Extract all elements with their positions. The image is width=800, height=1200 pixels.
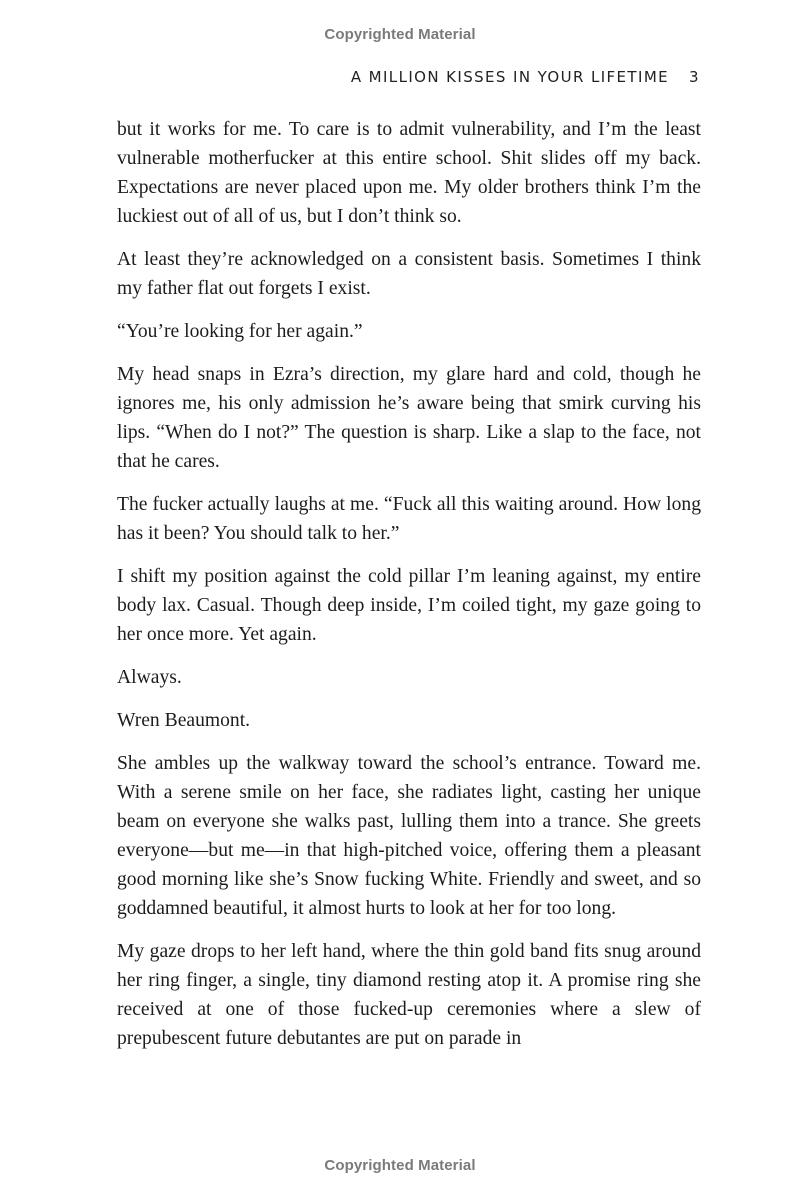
paragraph-1: but it works for me. To care is to admit vulnerability, and I’m the least vulnerable motherfucker at this entire school. Shit slides off my back. Expectations are never placed upon me. My older brothers think I’m the luckiest out of all of us, but I don’t think so. — [117, 119, 701, 227]
running-head — [351, 68, 700, 86]
page-body — [117, 115, 701, 1067]
paragraph-8: Wren Beaumont. — [117, 710, 251, 731]
book-title-header: A MILLION KISSES IN YOUR LIFETIME — [350, 68, 670, 86]
page-number: 3 — [689, 68, 700, 86]
copyright-watermark-bottom: Copyrighted Material — [324, 1157, 476, 1174]
paragraph-9: She ambles up the walkway toward the school’s entrance. Toward me. With a serene smile on her face, she radiates light, casting her unique beam on everyone she walks past, lulling them into a trance. She greets everyone—but me—in that high-pitched voice, offering them a pleasant good morning like she’s Snow fucking White. Friendly and sweet, and so goddamned beautiful, it almost hurts to look at her for too long. — [117, 753, 701, 919]
copyright-watermark-top: Copyrighted Material — [324, 26, 476, 43]
paragraph-2: At least they’re acknowledged on a consistent basis. Sometimes I think my father flat out forgets I exist. — [117, 249, 701, 299]
paragraph-4: My head snaps in Ezra’s direction, my glare hard and cold, though he ignores me, his only admission he’s aware being that smirk curving his lips. “When do I not?” The question is sharp. Like a slap to the face, not that he cares. — [117, 364, 701, 472]
paragraph-6: I shift my position against the cold pillar I’m leaning against, my entire body lax. Casual. Though deep inside, I’m coiled tight, my gaze going to her once more. Yet again. — [117, 566, 701, 645]
paragraph-7: Always. — [117, 667, 182, 688]
paragraph-3: “You’re looking for her again.” — [117, 321, 363, 342]
paragraph-5: The fucker actually laughs at me. “Fuck all this waiting around. How long has it been? You should talk to her.” — [117, 494, 701, 544]
paragraph-10: My gaze drops to her left hand, where the thin gold band fits snug around her ring finger, a single, tiny diamond resting atop it. A promise ring she received at one of those fucked-up ceremonies where a slew of prepubescent future debutantes are put on parade in — [117, 941, 701, 1049]
